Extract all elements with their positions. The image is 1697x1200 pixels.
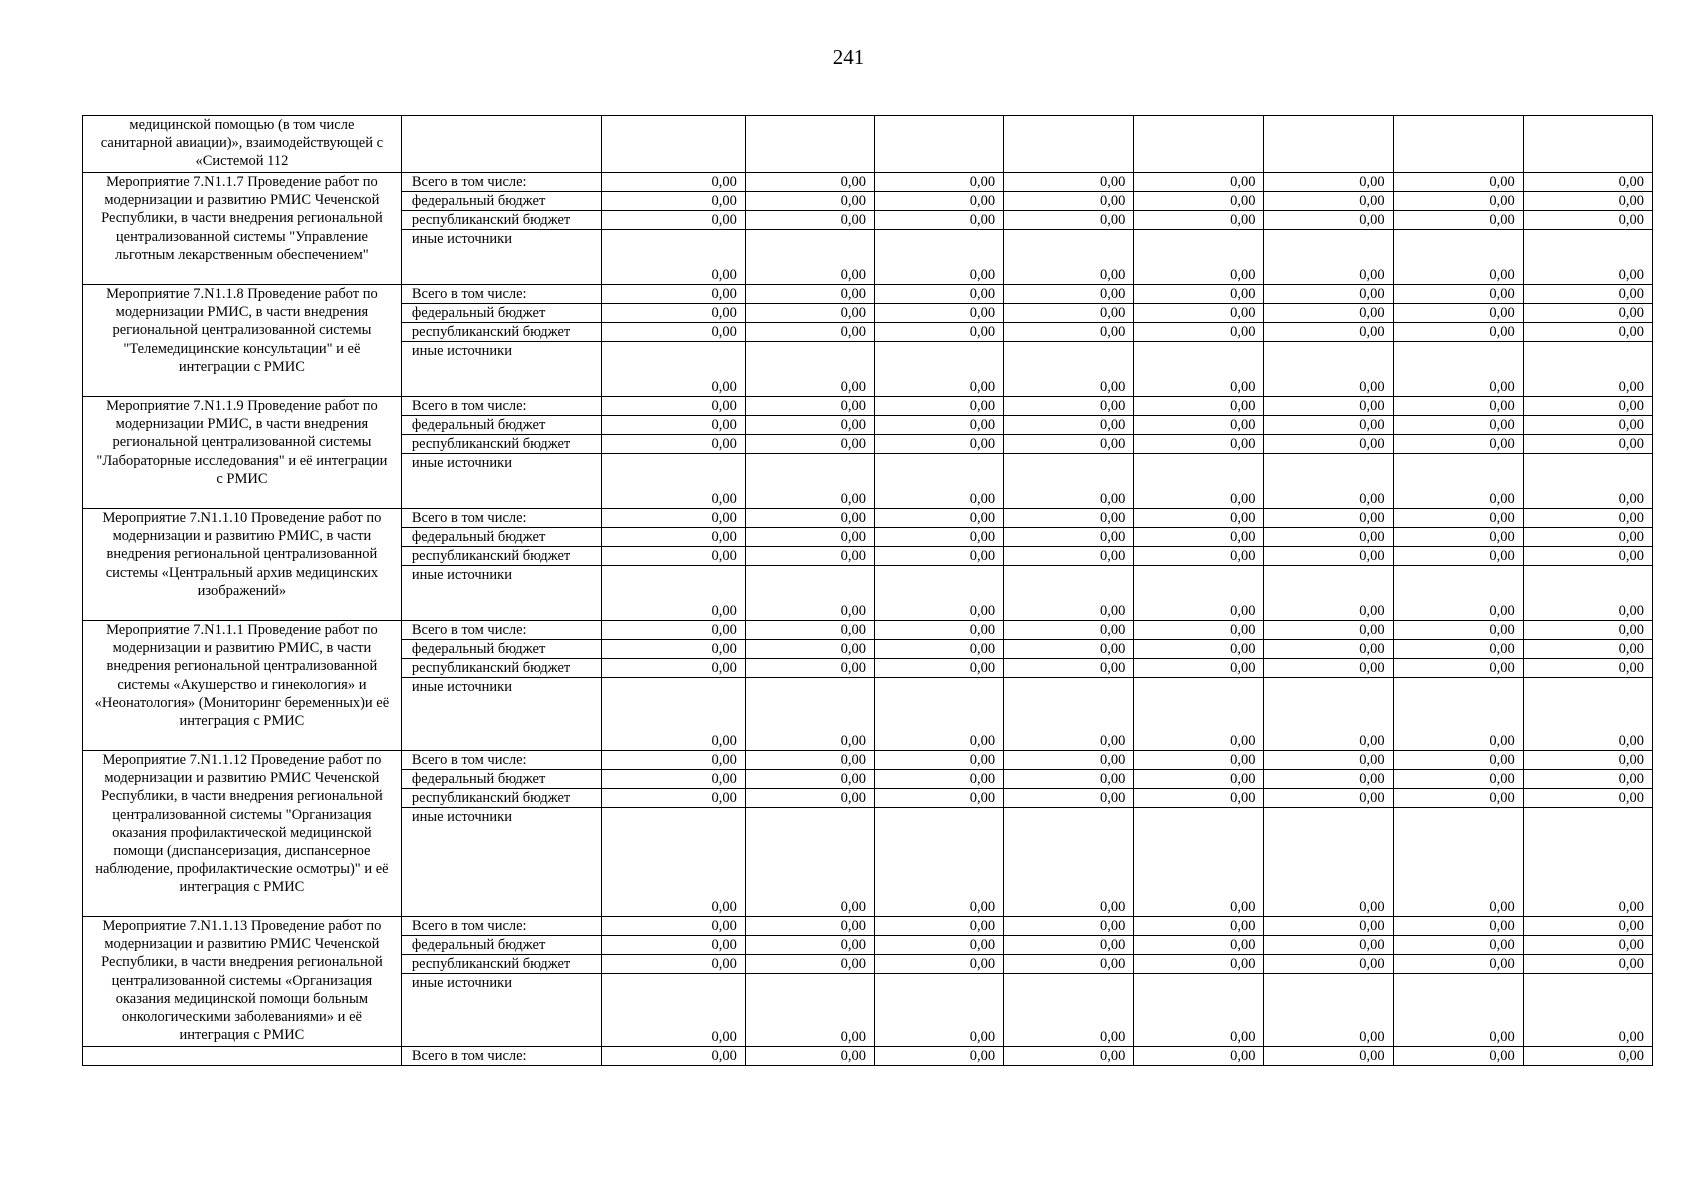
value-cell: 0,00 xyxy=(1393,528,1523,547)
value-cell: 0,00 xyxy=(1264,528,1393,547)
value-cell: 0,00 xyxy=(875,770,1004,789)
value-cell: 0,00 xyxy=(1004,435,1134,454)
value-cell: 0,00 xyxy=(875,917,1004,936)
value-cell: 0,00 xyxy=(1523,751,1652,770)
value-cell: 0,00 xyxy=(875,621,1004,640)
value-cell: 0,00 xyxy=(875,304,1004,323)
value-cell: 0,00 xyxy=(745,509,874,528)
value-cell: 0,00 xyxy=(745,659,874,678)
source-label: федеральный бюджет xyxy=(401,416,601,435)
value-cell: 0,00 xyxy=(1393,566,1523,621)
value-cell: 0,00 xyxy=(1264,751,1393,770)
value-cell: 0,00 xyxy=(1393,173,1523,192)
measure-name: Мероприятие 7.N1.1.7 Проведение работ по модернизации и развитию РМИС Чеченской Республики, в части внедрения региональной централизованной системы "Управление льготным лекарственным обеспечением" xyxy=(83,173,402,285)
measure-name: медицинской помощью (в том числе санитарной авиации)», взаимодействующей с «Системой 112 xyxy=(83,116,402,173)
value-cell: 0,00 xyxy=(745,547,874,566)
value-cell: 0,00 xyxy=(745,342,874,397)
value-cell: 0,00 xyxy=(1004,528,1134,547)
value-cell: 0,00 xyxy=(875,1047,1004,1066)
source-label: иные источники xyxy=(401,808,601,917)
value-cell: 0,00 xyxy=(745,751,874,770)
value-cell: 0,00 xyxy=(1393,678,1523,751)
value-cell xyxy=(1264,116,1393,173)
value-cell: 0,00 xyxy=(875,808,1004,917)
value-cell: 0,00 xyxy=(1393,211,1523,230)
value-cell: 0,00 xyxy=(601,808,745,917)
value-cell: 0,00 xyxy=(1134,1047,1264,1066)
value-cell: 0,00 xyxy=(1134,789,1264,808)
source-cell xyxy=(401,116,601,173)
source-label: республиканский бюджет xyxy=(401,547,601,566)
value-cell: 0,00 xyxy=(1393,640,1523,659)
value-cell: 0,00 xyxy=(601,435,745,454)
value-cell: 0,00 xyxy=(1264,566,1393,621)
value-cell: 0,00 xyxy=(1134,955,1264,974)
value-cell: 0,00 xyxy=(1523,547,1652,566)
value-cell: 0,00 xyxy=(1004,621,1134,640)
value-cell: 0,00 xyxy=(1523,789,1652,808)
value-cell: 0,00 xyxy=(1004,808,1134,917)
value-cell: 0,00 xyxy=(1393,230,1523,285)
value-cell: 0,00 xyxy=(1264,454,1393,509)
value-cell xyxy=(875,116,1004,173)
source-label: Всего в том числе: xyxy=(401,173,601,192)
value-cell: 0,00 xyxy=(1004,192,1134,211)
value-cell: 0,00 xyxy=(1523,285,1652,304)
source-label: Всего в том числе: xyxy=(401,1047,601,1066)
value-cell: 0,00 xyxy=(1264,1047,1393,1066)
value-cell: 0,00 xyxy=(1393,751,1523,770)
value-cell: 0,00 xyxy=(875,435,1004,454)
value-cell: 0,00 xyxy=(1264,173,1393,192)
value-cell: 0,00 xyxy=(601,397,745,416)
source-label: Всего в том числе: xyxy=(401,751,601,770)
value-cell: 0,00 xyxy=(875,547,1004,566)
value-cell: 0,00 xyxy=(875,509,1004,528)
value-cell: 0,00 xyxy=(1393,454,1523,509)
value-cell: 0,00 xyxy=(1134,640,1264,659)
value-cell: 0,00 xyxy=(1523,678,1652,751)
value-cell xyxy=(1004,116,1134,173)
value-cell: 0,00 xyxy=(601,678,745,751)
value-cell: 0,00 xyxy=(1134,808,1264,917)
table-row xyxy=(83,509,1653,528)
value-cell: 0,00 xyxy=(1134,751,1264,770)
value-cell: 0,00 xyxy=(1004,230,1134,285)
value-cell: 0,00 xyxy=(745,454,874,509)
value-cell: 0,00 xyxy=(1134,770,1264,789)
value-cell: 0,00 xyxy=(1134,173,1264,192)
value-cell: 0,00 xyxy=(1393,955,1523,974)
value-cell: 0,00 xyxy=(1393,936,1523,955)
value-cell: 0,00 xyxy=(1393,509,1523,528)
value-cell: 0,00 xyxy=(1523,1047,1652,1066)
value-cell: 0,00 xyxy=(745,789,874,808)
value-cell: 0,00 xyxy=(1393,285,1523,304)
value-cell: 0,00 xyxy=(1264,917,1393,936)
value-cell: 0,00 xyxy=(1134,566,1264,621)
value-cell: 0,00 xyxy=(601,640,745,659)
value-cell: 0,00 xyxy=(875,285,1004,304)
value-cell: 0,00 xyxy=(1264,789,1393,808)
value-cell: 0,00 xyxy=(1264,397,1393,416)
value-cell: 0,00 xyxy=(1264,621,1393,640)
value-cell: 0,00 xyxy=(1004,640,1134,659)
value-cell: 0,00 xyxy=(1134,211,1264,230)
value-cell: 0,00 xyxy=(875,640,1004,659)
value-cell: 0,00 xyxy=(1134,547,1264,566)
measure-name: Мероприятие 7.N1.1.12 Проведение работ по модернизации и развитию РМИС Чеченской Республики, в части внедрения региональной централизованной системы "Организация оказания профилактической медицинской помощи (диспансеризация, диспансерное наблюдение, профилактические осмотры)" и её интеграция с РМИС xyxy=(83,751,402,917)
value-cell: 0,00 xyxy=(1134,678,1264,751)
source-label: иные источники xyxy=(401,678,601,751)
value-cell: 0,00 xyxy=(1134,230,1264,285)
value-cell: 0,00 xyxy=(1393,416,1523,435)
value-cell: 0,00 xyxy=(745,640,874,659)
source-label: иные источники xyxy=(401,230,601,285)
value-cell: 0,00 xyxy=(1393,621,1523,640)
continuation-row xyxy=(83,116,1653,173)
value-cell: 0,00 xyxy=(1393,342,1523,397)
value-cell: 0,00 xyxy=(601,342,745,397)
value-cell: 0,00 xyxy=(1523,955,1652,974)
value-cell: 0,00 xyxy=(1523,304,1652,323)
value-cell: 0,00 xyxy=(745,566,874,621)
source-label: Всего в том числе: xyxy=(401,621,601,640)
value-cell: 0,00 xyxy=(875,566,1004,621)
value-cell: 0,00 xyxy=(875,323,1004,342)
value-cell: 0,00 xyxy=(1393,808,1523,917)
value-cell: 0,00 xyxy=(1264,304,1393,323)
value-cell: 0,00 xyxy=(1393,1047,1523,1066)
value-cell: 0,00 xyxy=(745,211,874,230)
value-cell: 0,00 xyxy=(601,566,745,621)
value-cell: 0,00 xyxy=(1004,509,1134,528)
value-cell: 0,00 xyxy=(1004,917,1134,936)
value-cell: 0,00 xyxy=(1523,323,1652,342)
value-cell: 0,00 xyxy=(1004,454,1134,509)
value-cell: 0,00 xyxy=(745,955,874,974)
value-cell xyxy=(601,116,745,173)
source-label: федеральный бюджет xyxy=(401,304,601,323)
table-row xyxy=(83,173,1653,192)
source-label: республиканский бюджет xyxy=(401,955,601,974)
table-row xyxy=(83,621,1653,640)
value-cell: 0,00 xyxy=(875,678,1004,751)
value-cell: 0,00 xyxy=(1004,678,1134,751)
value-cell: 0,00 xyxy=(1393,435,1523,454)
value-cell: 0,00 xyxy=(875,192,1004,211)
value-cell: 0,00 xyxy=(745,770,874,789)
source-label: федеральный бюджет xyxy=(401,770,601,789)
value-cell: 0,00 xyxy=(1134,416,1264,435)
value-cell: 0,00 xyxy=(1264,678,1393,751)
value-cell: 0,00 xyxy=(1393,974,1523,1047)
value-cell: 0,00 xyxy=(1523,173,1652,192)
value-cell: 0,00 xyxy=(745,173,874,192)
value-cell: 0,00 xyxy=(875,342,1004,397)
source-label: республиканский бюджет xyxy=(401,435,601,454)
value-cell: 0,00 xyxy=(1134,621,1264,640)
value-cell: 0,00 xyxy=(1523,808,1652,917)
source-label: федеральный бюджет xyxy=(401,192,601,211)
measure-name: Мероприятие 7.N1.1.8 Проведение работ по модернизации РМИС, в части внедрения региональной централизованной системы "Телемедицинские консультации" и её интеграции с РМИС xyxy=(83,285,402,397)
value-cell: 0,00 xyxy=(1264,955,1393,974)
value-cell: 0,00 xyxy=(1264,509,1393,528)
source-label: Всего в том числе: xyxy=(401,397,601,416)
value-cell: 0,00 xyxy=(875,211,1004,230)
source-label: республиканский бюджет xyxy=(401,323,601,342)
value-cell: 0,00 xyxy=(1264,974,1393,1047)
source-label: Всего в том числе: xyxy=(401,509,601,528)
value-cell: 0,00 xyxy=(745,230,874,285)
value-cell: 0,00 xyxy=(875,230,1004,285)
measure-name: Мероприятие 7.N1.1.10 Проведение работ по модернизации и развитию РМИС, в части внедрения региональной централизованной системы «Центральный архив медицинских изображений» xyxy=(83,509,402,621)
value-cell: 0,00 xyxy=(1264,230,1393,285)
value-cell: 0,00 xyxy=(601,454,745,509)
table-row xyxy=(83,917,1653,936)
value-cell: 0,00 xyxy=(1004,955,1134,974)
value-cell: 0,00 xyxy=(1134,528,1264,547)
value-cell: 0,00 xyxy=(745,528,874,547)
source-label: федеральный бюджет xyxy=(401,640,601,659)
value-cell: 0,00 xyxy=(1134,936,1264,955)
value-cell: 0,00 xyxy=(601,509,745,528)
value-cell: 0,00 xyxy=(1004,547,1134,566)
value-cell: 0,00 xyxy=(875,397,1004,416)
value-cell: 0,00 xyxy=(1393,192,1523,211)
value-cell: 0,00 xyxy=(1523,566,1652,621)
value-cell: 0,00 xyxy=(1134,435,1264,454)
value-cell: 0,00 xyxy=(601,173,745,192)
value-cell: 0,00 xyxy=(601,751,745,770)
value-cell: 0,00 xyxy=(1134,285,1264,304)
value-cell: 0,00 xyxy=(1004,304,1134,323)
value-cell: 0,00 xyxy=(601,789,745,808)
value-cell: 0,00 xyxy=(745,808,874,917)
value-cell: 0,00 xyxy=(1523,974,1652,1047)
value-cell: 0,00 xyxy=(601,917,745,936)
value-cell: 0,00 xyxy=(1523,528,1652,547)
value-cell: 0,00 xyxy=(745,974,874,1047)
value-cell: 0,00 xyxy=(1134,397,1264,416)
value-cell: 0,00 xyxy=(601,192,745,211)
value-cell: 0,00 xyxy=(1004,789,1134,808)
table-row xyxy=(83,1047,1653,1066)
value-cell: 0,00 xyxy=(1004,566,1134,621)
value-cell: 0,00 xyxy=(1264,211,1393,230)
value-cell: 0,00 xyxy=(745,192,874,211)
value-cell: 0,00 xyxy=(601,770,745,789)
value-cell: 0,00 xyxy=(1523,397,1652,416)
table-row xyxy=(83,751,1653,770)
value-cell: 0,00 xyxy=(1523,230,1652,285)
value-cell: 0,00 xyxy=(601,621,745,640)
value-cell: 0,00 xyxy=(1523,454,1652,509)
value-cell: 0,00 xyxy=(745,304,874,323)
value-cell: 0,00 xyxy=(1523,509,1652,528)
value-cell: 0,00 xyxy=(745,1047,874,1066)
value-cell: 0,00 xyxy=(1523,770,1652,789)
value-cell: 0,00 xyxy=(601,955,745,974)
source-label: республиканский бюджет xyxy=(401,659,601,678)
value-cell: 0,00 xyxy=(875,173,1004,192)
value-cell: 0,00 xyxy=(1523,192,1652,211)
value-cell: 0,00 xyxy=(1523,640,1652,659)
table-row xyxy=(83,397,1653,416)
value-cell: 0,00 xyxy=(1264,659,1393,678)
value-cell: 0,00 xyxy=(1004,751,1134,770)
value-cell: 0,00 xyxy=(601,285,745,304)
source-label: иные источники xyxy=(401,566,601,621)
value-cell: 0,00 xyxy=(1264,808,1393,917)
value-cell: 0,00 xyxy=(745,435,874,454)
source-label: республиканский бюджет xyxy=(401,211,601,230)
value-cell: 0,00 xyxy=(745,917,874,936)
source-label: Всего в том числе: xyxy=(401,917,601,936)
value-cell: 0,00 xyxy=(1004,285,1134,304)
source-label: федеральный бюджет xyxy=(401,936,601,955)
value-cell: 0,00 xyxy=(875,416,1004,435)
value-cell: 0,00 xyxy=(601,211,745,230)
value-cell: 0,00 xyxy=(1393,304,1523,323)
value-cell: 0,00 xyxy=(1264,416,1393,435)
value-cell: 0,00 xyxy=(1393,659,1523,678)
measure-name: Мероприятие 7.N1.1.9 Проведение работ по модернизации РМИС, в части внедрения региональной централизованной системы "Лабораторные исследования" и её интеграции с РМИС xyxy=(83,397,402,509)
value-cell: 0,00 xyxy=(1523,936,1652,955)
value-cell: 0,00 xyxy=(745,323,874,342)
value-cell: 0,00 xyxy=(1523,342,1652,397)
value-cell: 0,00 xyxy=(1004,416,1134,435)
value-cell: 0,00 xyxy=(1134,974,1264,1047)
table-row xyxy=(83,285,1653,304)
value-cell: 0,00 xyxy=(875,974,1004,1047)
source-label: иные источники xyxy=(401,974,601,1047)
value-cell: 0,00 xyxy=(1134,454,1264,509)
value-cell: 0,00 xyxy=(1523,416,1652,435)
measure-name: Мероприятие 7.N1.1.1 Проведение работ по модернизации и развитию РМИС, в части внедрения региональной централизованной системы «Акушерство и гинекология» и «Неонатология» (Мониторинг беременных)и её интеграция с РМИС xyxy=(83,621,402,751)
measure-name xyxy=(83,1047,402,1066)
value-cell: 0,00 xyxy=(1134,192,1264,211)
value-cell: 0,00 xyxy=(601,230,745,285)
value-cell xyxy=(1393,116,1523,173)
value-cell: 0,00 xyxy=(1264,323,1393,342)
value-cell: 0,00 xyxy=(1523,435,1652,454)
value-cell: 0,00 xyxy=(875,789,1004,808)
value-cell: 0,00 xyxy=(1004,323,1134,342)
value-cell: 0,00 xyxy=(1393,323,1523,342)
value-cell: 0,00 xyxy=(1004,211,1134,230)
source-label: республиканский бюджет xyxy=(401,789,601,808)
value-cell: 0,00 xyxy=(1134,917,1264,936)
value-cell: 0,00 xyxy=(875,936,1004,955)
source-label: иные источники xyxy=(401,454,601,509)
value-cell: 0,00 xyxy=(1393,789,1523,808)
value-cell: 0,00 xyxy=(875,528,1004,547)
value-cell: 0,00 xyxy=(1134,509,1264,528)
value-cell: 0,00 xyxy=(1523,917,1652,936)
value-cell: 0,00 xyxy=(601,323,745,342)
value-cell: 0,00 xyxy=(1264,640,1393,659)
value-cell: 0,00 xyxy=(875,955,1004,974)
value-cell: 0,00 xyxy=(1523,211,1652,230)
value-cell: 0,00 xyxy=(1264,435,1393,454)
value-cell: 0,00 xyxy=(875,751,1004,770)
value-cell: 0,00 xyxy=(1004,936,1134,955)
value-cell: 0,00 xyxy=(1264,192,1393,211)
value-cell: 0,00 xyxy=(1523,659,1652,678)
value-cell: 0,00 xyxy=(875,659,1004,678)
value-cell: 0,00 xyxy=(745,936,874,955)
value-cell: 0,00 xyxy=(1134,342,1264,397)
value-cell: 0,00 xyxy=(601,547,745,566)
value-cell: 0,00 xyxy=(1393,917,1523,936)
source-label: Всего в том числе: xyxy=(401,285,601,304)
value-cell: 0,00 xyxy=(1264,547,1393,566)
value-cell: 0,00 xyxy=(1264,770,1393,789)
value-cell: 0,00 xyxy=(745,285,874,304)
source-label: иные источники xyxy=(401,342,601,397)
value-cell: 0,00 xyxy=(1264,285,1393,304)
value-cell: 0,00 xyxy=(1004,1047,1134,1066)
value-cell: 0,00 xyxy=(1004,770,1134,789)
value-cell: 0,00 xyxy=(1393,547,1523,566)
value-cell: 0,00 xyxy=(745,416,874,435)
value-cell: 0,00 xyxy=(1264,936,1393,955)
value-cell xyxy=(745,116,874,173)
value-cell: 0,00 xyxy=(1004,397,1134,416)
value-cell: 0,00 xyxy=(601,1047,745,1066)
value-cell: 0,00 xyxy=(1393,770,1523,789)
value-cell: 0,00 xyxy=(1004,173,1134,192)
source-label: федеральный бюджет xyxy=(401,528,601,547)
value-cell: 0,00 xyxy=(1004,659,1134,678)
value-cell: 0,00 xyxy=(601,659,745,678)
page-number: 241 xyxy=(832,45,865,69)
value-cell: 0,00 xyxy=(601,304,745,323)
value-cell xyxy=(1523,116,1652,173)
value-cell: 0,00 xyxy=(1264,342,1393,397)
value-cell: 0,00 xyxy=(1393,397,1523,416)
value-cell xyxy=(1134,116,1264,173)
measure-name: Мероприятие 7.N1.1.13 Проведение работ по модернизации и развитию РМИС Чеченской Республики, в части внедрения региональной централизованной системы «Организация оказания медицинской помощи больным онкологическими заболеваниями» и её интеграция с РМИС xyxy=(83,917,402,1047)
value-cell: 0,00 xyxy=(601,416,745,435)
value-cell: 0,00 xyxy=(1523,621,1652,640)
value-cell: 0,00 xyxy=(1134,304,1264,323)
value-cell: 0,00 xyxy=(1134,659,1264,678)
value-cell: 0,00 xyxy=(601,936,745,955)
value-cell: 0,00 xyxy=(745,397,874,416)
value-cell: 0,00 xyxy=(601,974,745,1047)
value-cell: 0,00 xyxy=(1004,974,1134,1047)
value-cell: 0,00 xyxy=(875,454,1004,509)
value-cell: 0,00 xyxy=(1004,342,1134,397)
value-cell: 0,00 xyxy=(745,621,874,640)
value-cell: 0,00 xyxy=(745,678,874,751)
budget-table xyxy=(82,115,1653,1066)
value-cell: 0,00 xyxy=(1134,323,1264,342)
value-cell: 0,00 xyxy=(601,528,745,547)
